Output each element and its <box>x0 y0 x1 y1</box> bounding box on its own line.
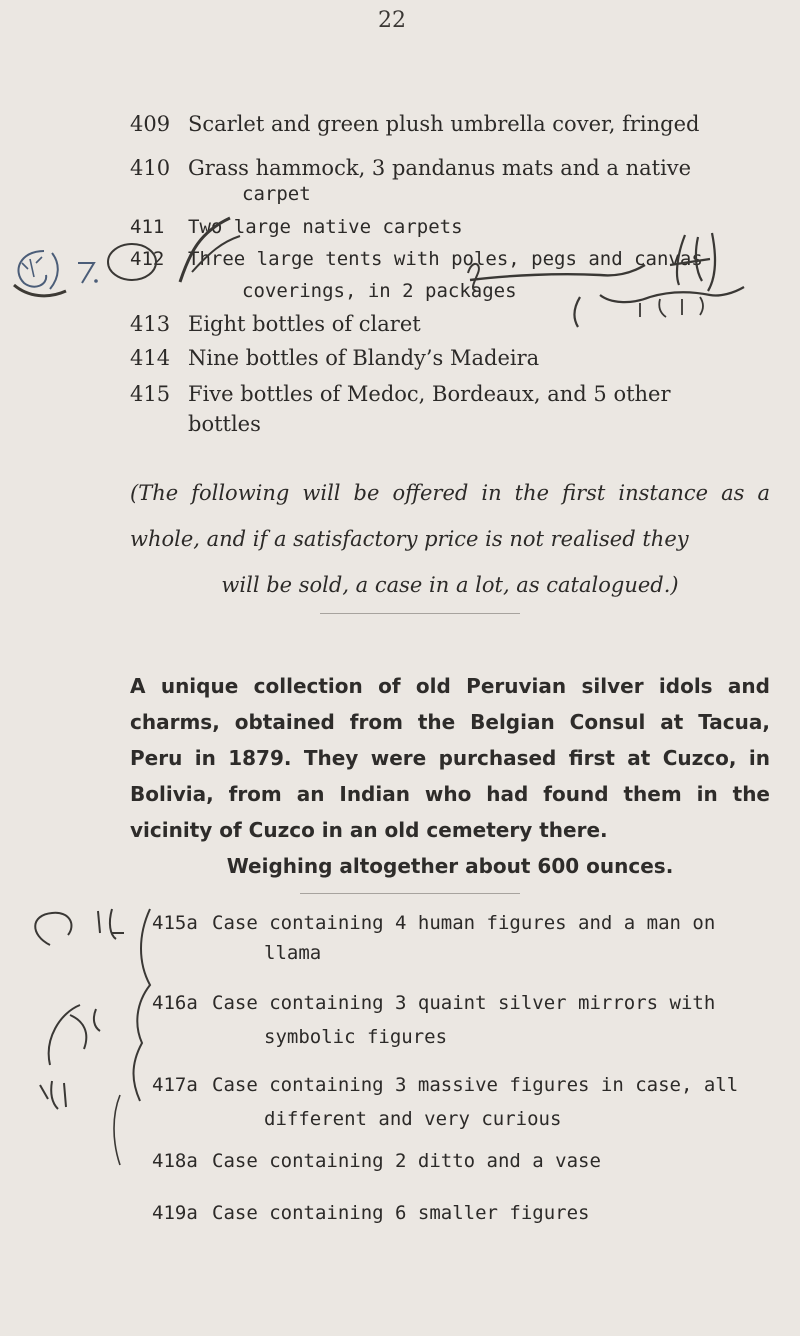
divider <box>320 613 520 614</box>
lot-description: Nine bottles of Blandy’s Madeira <box>188 346 540 370</box>
sale-note-last-line: will be sold, a case in a lot, as catalogued.) <box>221 573 679 597</box>
lot-description-continued: llama <box>264 942 322 964</box>
lot-description-continued: different and very curious <box>264 1108 562 1130</box>
lot-415a <box>152 910 772 970</box>
lot-number: 410 <box>130 156 171 180</box>
lot-number: 415a <box>152 912 198 934</box>
lot-description-continued: bottles <box>188 412 261 436</box>
lot-description-continued: carpet <box>242 183 311 205</box>
lot-number: 419a <box>152 1202 198 1224</box>
lot-number: 418a <box>152 1150 198 1172</box>
lot-number: 412 <box>130 248 165 270</box>
lot-description: Case containing 3 quaint silver mirrors with <box>212 992 716 1014</box>
lot-description: Grass hammock, 3 pandanus mats and a native <box>188 156 692 180</box>
lot-description: Two large native carpets <box>188 216 463 238</box>
sale-note <box>130 470 770 608</box>
lot-number: 415 <box>130 382 171 406</box>
handwritten-strikethrough <box>170 212 250 292</box>
lot-number: 416a <box>152 992 198 1014</box>
lot-number: 414 <box>130 346 171 370</box>
lot-description: Case containing 4 human figures and a man on <box>212 912 716 934</box>
lot-description-continued: symbolic figures <box>264 1026 448 1048</box>
lot-description: Three large tents with poles, pegs and canvas <box>188 248 703 270</box>
lot-description: Case containing 2 ditto and a vase <box>212 1150 601 1172</box>
page-number: 22 <box>378 8 406 33</box>
handwritten-bracket-annotation <box>20 905 155 1195</box>
handwritten-buyer-name <box>450 225 795 345</box>
lot-description: Five bottles of Medoc, Bordeaux, and 5 other <box>188 382 671 406</box>
lot-417a <box>152 1072 772 1132</box>
lot-number: 413 <box>130 312 171 336</box>
lot-description: Scarlet and green plush umbrella cover, fringed <box>188 112 700 136</box>
collection-body: A unique collection of old Peruvian silver idols and charms, obtained from the Belgian Consul at Tacua, Peru in 1879. They were purchased first at Cuzco, in Bolivia, from an Indian who had found them in the vicinity of Cuzco in an old cemetery there. <box>130 674 770 842</box>
lot-416a <box>152 990 772 1050</box>
lot-410 <box>130 154 770 210</box>
lot-description: Eight bottles of claret <box>188 312 421 336</box>
lot-number: 411 <box>130 216 165 238</box>
lot-description-continued: coverings, in 2 packages <box>242 280 517 302</box>
lot-415 <box>130 380 770 440</box>
handwritten-lot-circle <box>102 240 165 284</box>
lot-number: 409 <box>130 112 171 136</box>
collection-weight: Weighing altogether about 600 ounces. <box>226 854 674 878</box>
divider <box>300 893 520 894</box>
lot-description: Case containing 6 smaller figures <box>212 1202 590 1224</box>
lot-description: Case containing 3 massive figures in case, all <box>212 1074 739 1096</box>
lot-number: 417a <box>152 1074 198 1096</box>
sale-note-text: (The following will be offered in the first instance as a whole, and if a satisfactory price is not realised they <box>130 481 770 551</box>
collection-description <box>130 668 770 884</box>
